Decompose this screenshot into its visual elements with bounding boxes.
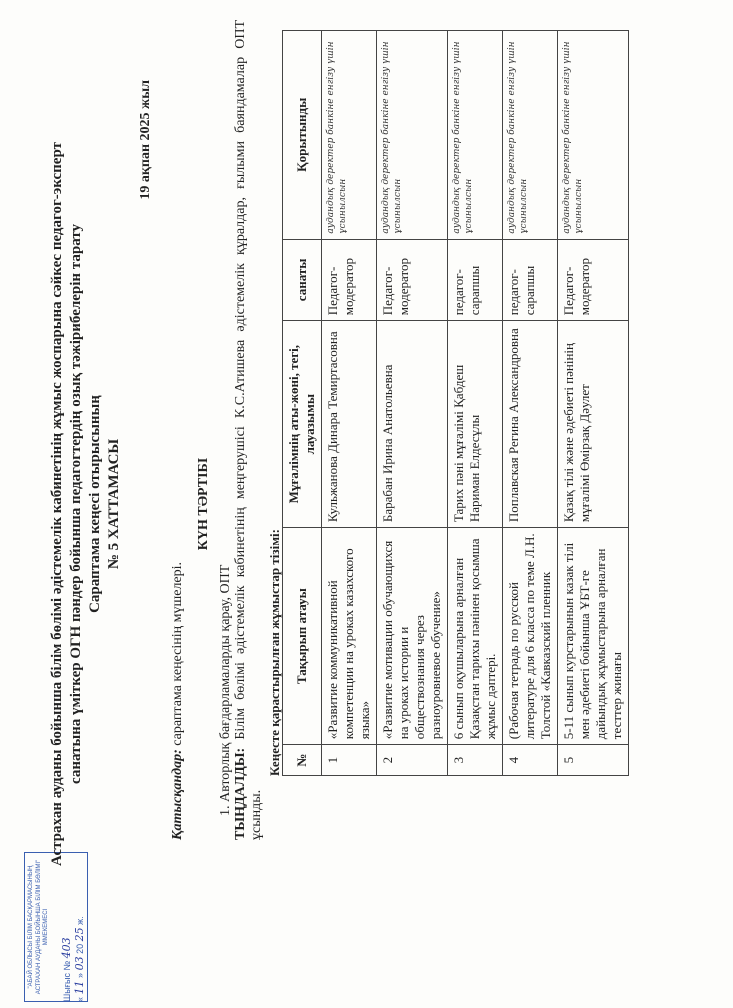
header-number: № (283, 745, 322, 776)
row-topic: «Развитие мотивации обучающихся на уроках истории и обществознания через разноуровневое обучение» (377, 528, 448, 745)
header-category: санаты (283, 239, 322, 321)
row-topic: (Рабочая тетрадь по русской литературе для 6 класса по теме Л.Н. Толстой «Кавказский пленник (503, 528, 558, 745)
row-category: Педагог-модератор (377, 239, 448, 321)
header-line-2: санатына үміткер ОГН пәндер бойынша педагогтердің озық тәжірибелерін тарату (68, 223, 84, 785)
attendees (170, 562, 186, 840)
row-number: 3 (448, 745, 503, 776)
row-number: 4 (503, 745, 558, 776)
header-topic: Тақырып атауы (283, 528, 322, 745)
reg-date-prefix: « (75, 996, 85, 1002)
header-result: Қорытынды (283, 31, 322, 240)
row-teacher: Поплавская Регина Александровна (503, 321, 558, 528)
table-row (503, 31, 558, 776)
reg-month-handwritten: 03 (73, 956, 86, 971)
reg-year-prefix: 20 (75, 943, 85, 954)
row-result: аудандық деректер банкіне енгізу үшін ұсынылсын (448, 31, 503, 240)
row-category: педагог-сарапшы (448, 239, 503, 321)
row-teacher: Тарих пәні мұғалімі Қабдеш Нариман Елдесұлы (448, 321, 503, 528)
reg-year-suffix: ж. (75, 916, 85, 925)
row-teacher: Қазақ тілі және әдебиеті пәнінің мұғалімі Өмірзақ Дәулет (558, 321, 629, 528)
table-row (448, 31, 503, 776)
row-category: педагог-сарапшы (503, 239, 558, 321)
row-result: аудандық деректер банкіне енгізу үшін ұсынылсын (558, 31, 629, 240)
row-result: аудандық деректер банкіне енгізу үшін ұсынылсын (503, 31, 558, 240)
agenda-title: КҮН ТӘРТІБІ (196, 457, 211, 551)
row-category: Педагог-модератор (558, 239, 629, 321)
attendees-label: Қатысқандар: (170, 749, 185, 840)
row-number: 1 (322, 745, 377, 776)
table-row (558, 31, 629, 776)
row-topic: 6 сынып оқушыларына арналған Қазақстан тарихы пәнінен қосымша жұмыс дәптері. (448, 528, 503, 745)
row-topic: «Развитие коммуникативной компетенции на уроках казахского языка» (322, 528, 377, 745)
header-teacher: Мұғалімнің аты-жөні, тегі, лауазымы (283, 321, 322, 528)
stamp-line: ММЕКЕМЕСІ (43, 908, 49, 946)
agenda-item-1: 1. Авторлық бағдарламаларды қарау, ОПТ (218, 564, 233, 816)
table-row (377, 31, 448, 776)
document-date: 19 ақпан 2025 жыл (138, 80, 153, 200)
heard-label: ТЫҢДАЛДЫ: (233, 747, 248, 840)
stamp-line: "АБАЙ ОБЛЫСЫ БІЛІМ БАСҚАРМАСЫНЫҢ (28, 865, 34, 989)
header-line-3: Сараптама кеңесі отырысының (87, 395, 103, 613)
table-row (322, 31, 377, 776)
stamp-line: АСТРАХАН АУДАНЫ БОЙЫНША БІЛІМ БӨЛІМІ" (35, 859, 42, 995)
header-line-1: Астрахан ауданы бойынша білім бөлімі әдістемелік кабинетінің жұмыс жоспарына сәйкес педагог-эксперт (49, 142, 65, 866)
row-category: Педагог-модератор (322, 239, 377, 321)
row-topic: 5-11 сынып курстарынын казак тілі мен әдебиеті бойынша ҰБТ-ге дайындық жұмыстарына арналған тесттер жинағы (558, 528, 629, 745)
heard-paragraph (233, 20, 265, 840)
table-header-row (283, 31, 322, 776)
attendees-text: сараптама кеңесінің мүшелері. (170, 561, 185, 746)
row-number: 2 (377, 745, 448, 776)
reg-year-handwritten: 25 (73, 927, 86, 942)
works-table (282, 30, 629, 776)
header-line-4: № 5 ХАТТАМАСЫ (106, 438, 122, 570)
reg-date-mid: » (75, 972, 85, 978)
reg-prefix: Шығыс № (62, 960, 72, 1002)
row-result: аудандық деректер банкіне енгізу үшін ұсынылсын (377, 31, 448, 240)
heard-text: Білім бөлімі әдістемелік кабинетінің меңгерушісі К.С.Атишева әдістемелік құралдар, ғылыми баяндамалар ОПТ ұсынды. (233, 20, 264, 840)
reg-number-handwritten: 403 (60, 937, 73, 959)
reg-day-handwritten: 11 (73, 980, 86, 995)
row-teacher: Кульжанова Динара Темиртасовна (322, 321, 377, 528)
row-number: 5 (558, 745, 629, 776)
row-teacher: Барабан Ирина Анатольевна (377, 321, 448, 528)
row-result: аудандық деректер банкіне енгізу үшін ұсынылсын (322, 31, 377, 240)
table-title: Кеңесте қарастырылған жұмыстар тізімі: (267, 529, 282, 776)
